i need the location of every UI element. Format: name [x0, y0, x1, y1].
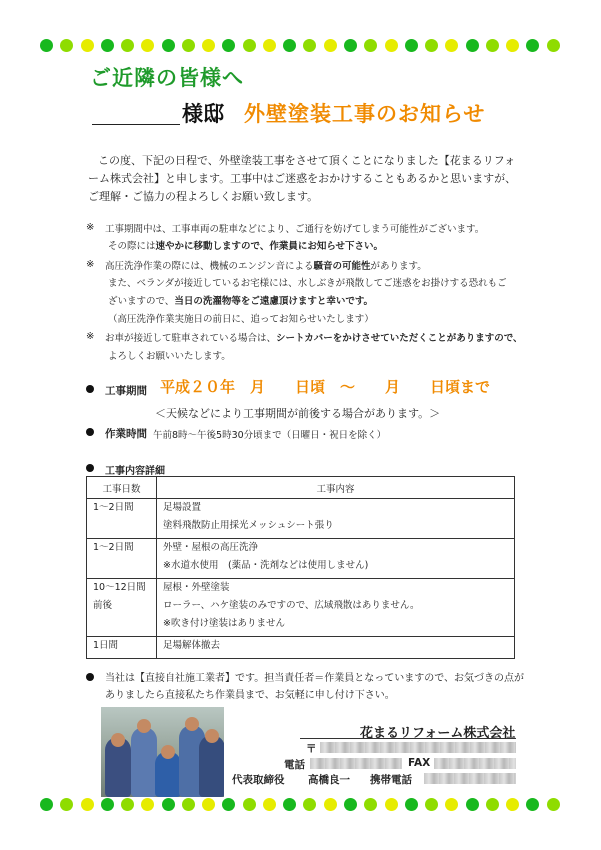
content-line: ※水道水使用 (薬品・洗剤などは使用しません)	[163, 560, 369, 571]
bottom-dot-border	[40, 796, 560, 812]
decorative-dot	[385, 39, 398, 52]
note-mark-1: ※	[86, 222, 95, 233]
workers-photo	[101, 707, 224, 797]
worker-head	[161, 745, 175, 759]
decorative-dot	[141, 39, 154, 52]
decorative-dot	[283, 39, 296, 52]
note-2-line-2: また、ベランダが接近しているお宅様には、水しぶきが飛散してご迷惑をお掛けする恐れもご	[108, 278, 507, 289]
mobile-label: 携帯電話	[370, 774, 412, 786]
table-row	[87, 637, 515, 659]
decorative-dot	[526, 798, 539, 811]
content-cell	[157, 579, 515, 637]
decorative-dot	[101, 39, 114, 52]
content-line: 塗料飛散防止用採光メッシュシート張り	[163, 520, 334, 531]
hours-label: 作業時間	[105, 428, 147, 440]
bullet-icon	[86, 428, 94, 436]
decorative-dot	[486, 39, 499, 52]
decorative-dot	[101, 798, 114, 811]
col-days-header: 工事日数	[87, 477, 157, 499]
days-text: 1～2日間	[93, 502, 134, 513]
tel-label: 電話	[284, 759, 305, 771]
decorative-dot	[263, 798, 276, 811]
decorative-dot	[506, 798, 519, 811]
fax-label: FAX	[408, 757, 431, 769]
decorative-dot	[324, 39, 337, 52]
decorative-dot	[547, 39, 560, 52]
decorative-dot	[202, 39, 215, 52]
decorative-dot	[486, 798, 499, 811]
days-text: 1～2日間	[93, 542, 134, 553]
decorative-dot	[81, 798, 94, 811]
content-line: ローラー、ハケ塗装のみですので、広域飛散はありません。	[163, 600, 420, 611]
note-1-line-1: 工事期間中は、工事車両の駐車などにより、ご通行を妨げてしまう可能性がございます。	[105, 224, 485, 235]
decorative-dot	[344, 39, 357, 52]
details-label: 工事内容詳細	[105, 466, 165, 477]
decorative-dot	[303, 39, 316, 52]
decorative-dot	[81, 39, 94, 52]
decorative-dot	[303, 798, 316, 811]
decorative-dot	[364, 798, 377, 811]
decorative-dot	[162, 798, 175, 811]
content-cell	[157, 539, 515, 579]
table-row	[87, 539, 515, 579]
rep-label: 代表取締役	[232, 774, 285, 786]
company-divider	[300, 738, 516, 739]
days-cell	[87, 499, 157, 539]
worker-head	[111, 733, 125, 747]
table-row	[87, 499, 515, 539]
decorative-dot	[60, 39, 73, 52]
decorative-dot	[466, 39, 479, 52]
decorative-dot	[202, 798, 215, 811]
table-row	[87, 579, 515, 637]
note-3-line-1: お車が接近して駐車されている場合は、シートカバーをかけさせていただくことがありますので、	[105, 333, 523, 344]
top-dot-border	[40, 37, 560, 53]
decorative-dot	[506, 39, 519, 52]
content-line: 足場解体撤去	[163, 640, 221, 651]
redacted-tel	[310, 758, 402, 769]
decorative-dot	[182, 39, 195, 52]
decorative-dot	[121, 798, 134, 811]
content-line: 屋根・外壁塗装	[163, 582, 230, 593]
decorative-dot	[182, 798, 195, 811]
decorative-dot	[243, 798, 256, 811]
days-text: 前後	[93, 600, 113, 611]
worker-figure	[199, 735, 224, 797]
work-details-table	[86, 476, 515, 659]
decorative-dot	[263, 39, 276, 52]
company-note: 当社は【直接自社施工業者】です。担当責任者＝作業員となっていますので、お気づきの点がありましたら直接私たち作業員まで、お気軽に申し付け下さい。	[105, 673, 524, 701]
worker-head	[205, 729, 219, 743]
period-value: 平成２０年 月 日頃 ～ 月 日頃まで	[160, 378, 491, 396]
days-cell	[87, 539, 157, 579]
worker-figure	[131, 727, 157, 797]
note-3-line-2: よろしくお願いいたします。	[108, 351, 231, 362]
decorative-dot	[243, 39, 256, 52]
content-cell	[157, 499, 515, 539]
hours-value: 午前8時～午後5時30分頃まで（日曜日・祝日を除く）	[153, 430, 387, 441]
decorative-dot	[344, 798, 357, 811]
decorative-dot	[121, 39, 134, 52]
decorative-dot	[162, 39, 175, 52]
recipient-name-blank	[92, 124, 180, 125]
bullet-icon	[86, 673, 94, 681]
bullet-icon	[86, 464, 94, 472]
days-text: 1日間	[93, 640, 119, 651]
decorative-dot	[40, 39, 53, 52]
decorative-dot	[364, 39, 377, 52]
decorative-dot	[445, 798, 458, 811]
note-mark-2: ※	[86, 259, 95, 270]
decorative-dot	[385, 798, 398, 811]
decorative-dot	[141, 798, 154, 811]
greeting-heading: ご近隣の皆様へ	[90, 66, 244, 90]
note-2-line-3: ざいますので、当日の洗濯物等をご遠慮頂けますと幸いです。	[108, 296, 374, 307]
note-2-line-1: 高圧洗浄作業の際には、機械のエンジン音による騒音の可能性があります。	[105, 261, 427, 272]
decorative-dot	[547, 798, 560, 811]
period-label: 工事期間	[105, 385, 147, 397]
notice-title: 外壁塗装工事のお知らせ	[244, 102, 486, 126]
table-header-row	[87, 477, 515, 499]
decorative-dot	[405, 798, 418, 811]
decorative-dot	[222, 39, 235, 52]
col-content-header: 工事内容	[157, 477, 515, 499]
days-cell	[87, 637, 157, 659]
content-line: 外壁・屋根の高圧洗浄	[163, 542, 259, 553]
decorative-dot	[425, 39, 438, 52]
decorative-dot	[283, 798, 296, 811]
decorative-dot	[324, 798, 337, 811]
worker-head	[185, 717, 199, 731]
decorative-dot	[425, 798, 438, 811]
weather-note: ＜天候などにより工事期間が前後する場合があります。＞	[155, 407, 441, 420]
note-mark-3: ※	[86, 331, 95, 342]
decorative-dot	[60, 798, 73, 811]
rep-name: 高橋良一	[308, 774, 350, 786]
decorative-dot	[40, 798, 53, 811]
intro-paragraph: この度、下記の日程で、外壁塗装工事をさせて頂くことになりました【花まるリフォーム株式会社】と申します。工事中はご迷惑をおかけすることもあるかと思いますが、ご理解・ご協力の程よろしくお願い致します。	[88, 154, 517, 203]
decorative-dot	[445, 39, 458, 52]
company-name: 花まるリフォーム株式会社	[360, 726, 516, 741]
decorative-dot	[405, 39, 418, 52]
worker-head	[137, 719, 151, 733]
honorific-label: 様邸	[182, 102, 224, 126]
redacted-mobile	[424, 773, 516, 784]
redacted-address	[320, 742, 516, 753]
redacted-fax	[434, 758, 516, 769]
days-text: 10～12日間	[93, 582, 146, 593]
content-line: ※吹き付け塗装はありません	[163, 618, 285, 629]
days-cell	[87, 579, 157, 637]
note-1-line-2: その際には速やかに移動しますので、作業員にお知らせ下さい。	[108, 241, 384, 252]
decorative-dot	[466, 798, 479, 811]
content-cell	[157, 637, 515, 659]
decorative-dot	[222, 798, 235, 811]
content-line: 足場設置	[163, 502, 202, 513]
bullet-icon	[86, 385, 94, 393]
decorative-dot	[526, 39, 539, 52]
postal-mark: 〒	[306, 743, 317, 755]
note-2-line-4: （高圧洗浄作業実施日の前日に、追ってお知らせいたします）	[108, 314, 374, 325]
